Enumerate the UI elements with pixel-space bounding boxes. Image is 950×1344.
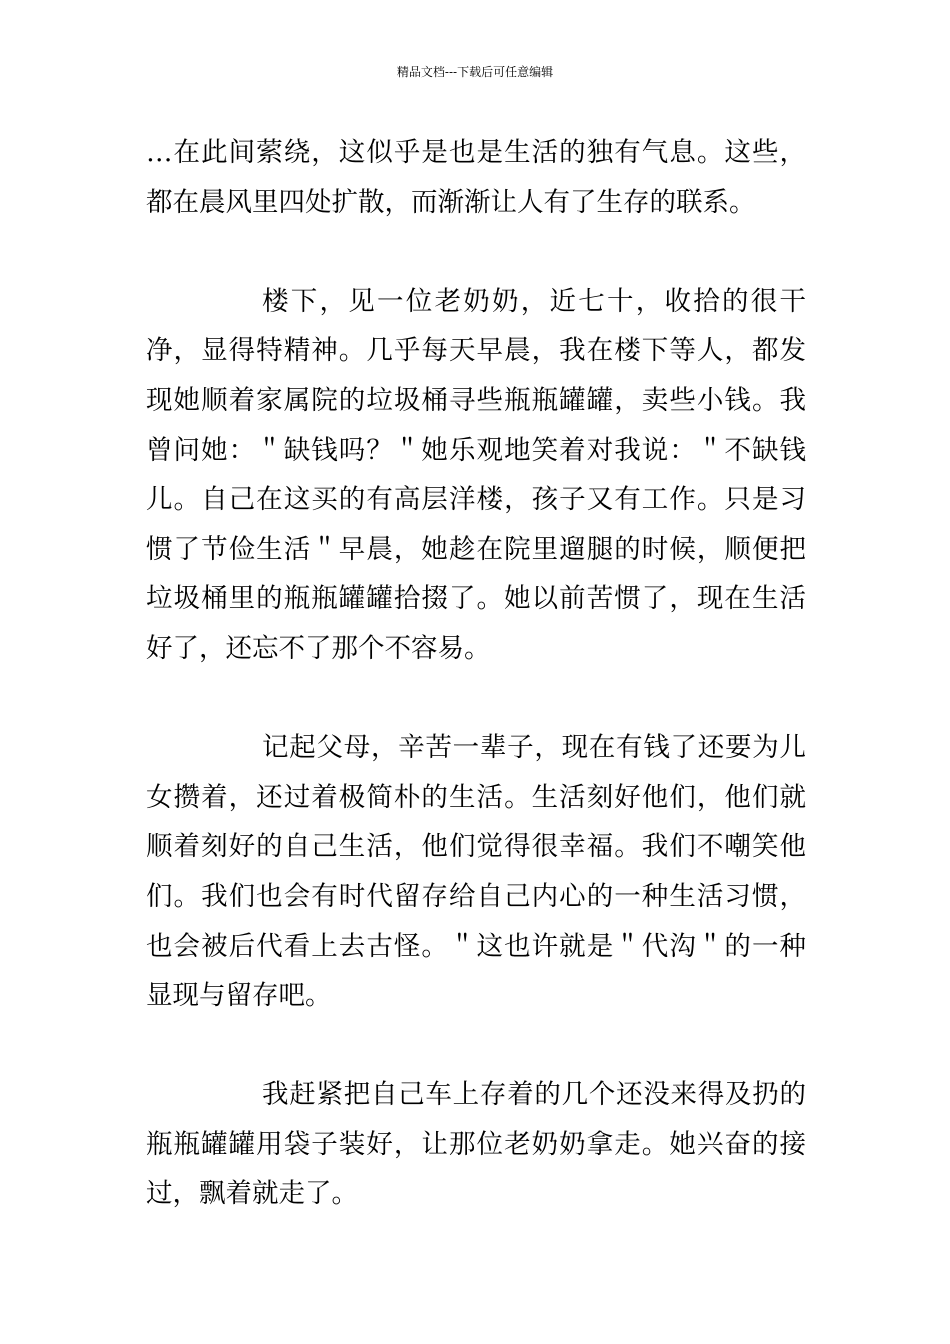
paragraph-1: …在此间萦绕，这似乎是也是生活的独有气息。这些，都在晨风里四处扩散，而渐渐让人有了生存的联系。 bbox=[146, 137, 806, 218]
paragraph-2: 楼下，见一位老奶奶，近七十，收拾的很干净，显得特精神。几乎每天早晨，我在楼下等人，都发现她顺着家属院的垃圾桶寻些瓶瓶罐罐，卖些小钱。我曾问她：＂缺钱吗？＂她乐观地笑着对我说：＂不缺钱儿。自己在这买的有高层洋楼，孩子又有工作。只是习惯了节俭生活＂早晨，她趁在院里遛腿的时候，顺便把垃圾桶里的瓶瓶罐罐拾掇了。她以前苦惯了，现在生活好了，还忘不了那个不容易。 bbox=[146, 285, 806, 664]
paragraph-3: 记起父母，辛苦一辈子，现在有钱了还要为儿女攒着，还过着极简朴的生活。生活刻好他们，他们就顺着刻好的自己生活，他们觉得很幸福。我们不嘲笑他们。我们也会有时代留存给自己内心的一种生活习惯，也会被后代看上去古怪。＂这也许就是＂代沟＂的一种显现与留存吧。 bbox=[146, 732, 806, 1012]
document-body bbox=[146, 128, 806, 1219]
page-header: 精品文档---下载后可任意编辑 bbox=[396, 65, 554, 79]
paragraph-4: 我赶紧把自己车上存着的几个还没来得及扔的瓶瓶罐罐用袋子装好，让那位老奶奶拿走。她兴奋的接过，飘着就走了。 bbox=[146, 1079, 806, 1210]
